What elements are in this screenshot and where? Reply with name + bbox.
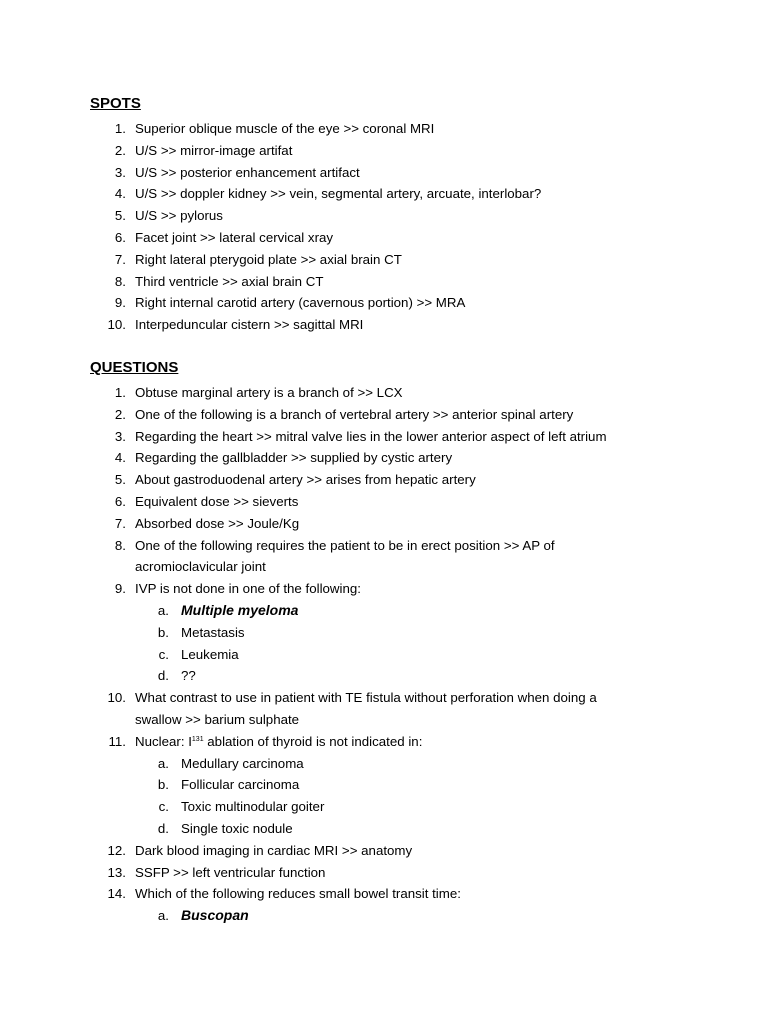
option-item	[0, 905, 768, 927]
list-item	[0, 162, 768, 184]
list-item	[0, 687, 768, 709]
item-text: SSFP >> left ventricular function	[135, 864, 326, 880]
item-text-continuation: swallow >> barium sulphate	[135, 712, 300, 727]
list-item	[0, 292, 768, 314]
item-text: U/S >> pylorus	[135, 208, 223, 224]
item-number: 6.	[114, 230, 126, 245]
item-text: U/S >> doppler kidney >> vein, segmental artery, arcuate, interlobar?	[135, 186, 542, 202]
list-item	[0, 447, 768, 469]
item-number: 12.	[107, 842, 126, 858]
item-number: 1.	[114, 385, 126, 400]
option-letter: c.	[158, 799, 169, 815]
item-number: 9.	[114, 295, 126, 311]
list-item	[0, 227, 768, 249]
list-item	[0, 205, 768, 227]
item-text: U/S >> mirror-image artifat	[135, 142, 293, 158]
item-number: 4.	[114, 186, 126, 202]
list-item	[0, 118, 768, 140]
item-text: Absorbed dose >> Joule/Kg	[135, 515, 300, 531]
option-letter: a.	[157, 603, 169, 618]
item-number: 3.	[114, 428, 126, 444]
option-text: ??	[181, 668, 196, 684]
item-text: Dark blood imaging in cardiac MRI >> anatomy	[135, 842, 413, 858]
option-letter: b.	[157, 777, 169, 793]
option-item	[0, 774, 768, 796]
option-text: Buscopan	[181, 907, 249, 924]
item-text-continuation: acromioclavicular joint	[135, 559, 266, 575]
list-item	[0, 271, 768, 293]
item-text: One of the following requires the patient to be in erect position >> AP of	[135, 537, 555, 553]
list-item	[0, 469, 768, 491]
item-text	[135, 731, 422, 753]
list-item	[0, 883, 768, 905]
option-letter: a.	[157, 755, 169, 771]
item-text-post: ablation of thyroid is not indicated in:	[203, 733, 423, 749]
isotope-superscript: 131	[191, 735, 204, 743]
item-number: 14.	[107, 886, 126, 902]
item-number: 7.	[114, 515, 126, 531]
list-item	[0, 862, 768, 884]
list-item	[0, 426, 768, 448]
item-number: 8.	[114, 273, 126, 289]
item-number: 13.	[107, 864, 126, 880]
option-item	[0, 622, 768, 644]
option-text: Metastasis	[181, 624, 245, 640]
list-item	[0, 731, 768, 753]
item-number: 7.	[114, 251, 126, 267]
item-text: Right internal carotid artery (cavernous portion) >> MRA	[135, 295, 466, 311]
list-item	[0, 840, 768, 862]
option-item	[0, 796, 768, 818]
list-item	[0, 535, 768, 557]
item-number: 10.	[107, 317, 126, 333]
item-text: Which of the following reduces small bowel transit time:	[135, 886, 461, 902]
questions-heading: QUESTIONS	[90, 359, 179, 376]
option-letter: d.	[157, 668, 169, 684]
item-text: Third ventricle >> axial brain CT	[135, 273, 324, 289]
item-number: 5.	[114, 208, 126, 224]
item-text: About gastroduodenal artery >> arises from hepatic artery	[135, 472, 476, 488]
option-item	[0, 818, 768, 840]
item-text: Right lateral pterygoid plate >> axial brain CT	[135, 251, 402, 267]
option-item	[0, 665, 768, 687]
item-text: Superior oblique muscle of the eye >> coronal MRI	[135, 121, 435, 136]
item-text: Regarding the gallbladder >> supplied by cystic artery	[135, 450, 453, 466]
item-number: 5.	[114, 472, 126, 488]
list-item	[0, 382, 768, 404]
item-text: One of the following is a branch of vertebral artery >> anterior spinal artery	[135, 406, 574, 422]
option-letter: d.	[157, 821, 169, 836]
list-item	[0, 249, 768, 271]
item-number: 1.	[114, 121, 126, 136]
list-item-continuation	[0, 556, 768, 578]
item-text: IVP is not done in one of the following:	[135, 581, 361, 597]
option-text: Leukemia	[181, 646, 239, 662]
item-number: 3.	[114, 164, 126, 180]
item-text: Equivalent dose >> sieverts	[135, 494, 299, 509]
item-text-pre: Nuclear: I	[135, 733, 192, 749]
option-text: Multiple myeloma	[181, 602, 299, 618]
option-text: Medullary carcinoma	[181, 755, 304, 771]
list-item	[0, 183, 768, 205]
item-number: 2.	[114, 142, 126, 158]
list-item	[0, 513, 768, 535]
item-text: Facet joint >> lateral cervical xray	[135, 230, 334, 245]
item-text: Obtuse marginal artery is a branch of >> LCX	[135, 385, 403, 400]
item-number: 4.	[114, 450, 126, 466]
item-number: 9.	[114, 581, 126, 597]
list-item	[0, 491, 768, 513]
item-number: 10.	[107, 690, 126, 706]
spots-heading: SPOTS	[90, 95, 141, 112]
item-text: Regarding the heart >> mitral valve lies in the lower anterior aspect of left atrium	[135, 428, 607, 444]
list-item	[0, 404, 768, 426]
item-number: 6.	[114, 494, 126, 509]
option-text: Toxic multinodular goiter	[181, 799, 325, 815]
item-text: U/S >> posterior enhancement artifact	[135, 164, 360, 180]
item-number: 8.	[114, 537, 126, 553]
option-text: Follicular carcinoma	[181, 777, 300, 793]
item-text: What contrast to use in patient with TE fistula without perforation when doing a	[135, 690, 597, 706]
item-number: 2.	[114, 406, 126, 422]
list-item-continuation	[0, 709, 768, 731]
option-letter: b.	[157, 624, 169, 640]
option-letter: c.	[158, 646, 169, 662]
list-item	[0, 140, 768, 162]
option-letter: a.	[157, 908, 169, 924]
list-item	[0, 314, 768, 336]
option-item	[0, 600, 768, 622]
item-number: 11.	[108, 733, 126, 749]
list-item	[0, 578, 768, 600]
option-item	[0, 753, 768, 775]
item-text: Interpeduncular cistern >> sagittal MRI	[135, 317, 364, 333]
option-item	[0, 644, 768, 666]
option-text: Single toxic nodule	[181, 821, 293, 836]
